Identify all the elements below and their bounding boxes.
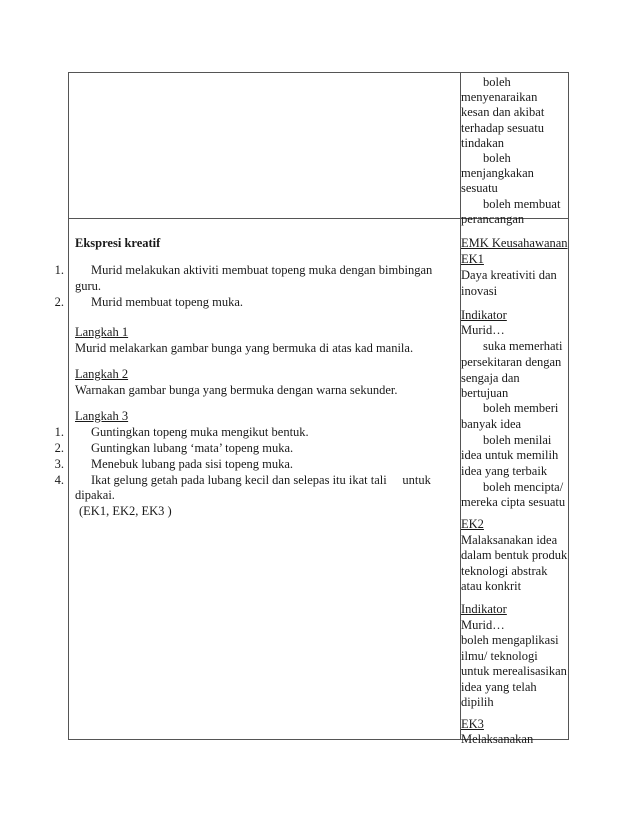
item-text-cont: guru.: [75, 279, 102, 293]
ek3-label: EK3: [461, 717, 484, 731]
emk-title: EMK Keusahawanan: [461, 236, 568, 250]
indicator-line: suka memerhati: [483, 339, 563, 353]
list-line: boleh membuat: [483, 196, 561, 211]
indicator-line: ilmu/ teknologi: [461, 649, 538, 663]
step-title: Langkah 1: [75, 325, 129, 339]
indicator-line: untuk merealisasikan: [461, 664, 567, 678]
step-text: Warnakan gambar bunga yang bermuka dengan warna sekunder.: [75, 383, 398, 397]
list-line: kesan dan akibat: [461, 105, 545, 120]
ek2-line: teknologi abstrak: [461, 564, 548, 578]
ek2-line: Malaksanakan idea: [461, 533, 558, 547]
ek1-line: Daya kreativiti dan: [461, 268, 557, 282]
item-text: Guntingkan lubang ‘mata’ topeng muka.: [91, 441, 294, 455]
list-line: menjangkakan: [461, 166, 534, 181]
item-number: 1.: [54, 263, 64, 277]
indicator-line: idea yang terbaik: [461, 464, 548, 478]
indicator-line: boleh mengaplikasi: [461, 633, 559, 647]
item-number: 3.: [54, 457, 64, 471]
ek1-line: inovasi: [461, 284, 498, 298]
ek1-label: EK1: [461, 252, 484, 266]
item-number: 2.: [54, 441, 64, 455]
indicator-line: boleh memberi: [483, 401, 559, 415]
list-line: terhadap sesuatu: [461, 120, 544, 135]
ek2-label: EK2: [461, 517, 484, 531]
indicator-line: Murid…: [461, 323, 505, 337]
ek2-line: dalam bentuk produk: [461, 548, 568, 562]
indicator-line: sengaja dan: [461, 371, 520, 385]
indicator-line: boleh menilai: [483, 433, 552, 447]
indicator-line: dipilih: [461, 695, 494, 709]
item-number: 1.: [54, 425, 64, 439]
list-line: menyenaraikan: [461, 90, 538, 105]
item-text: Murid melakukan aktiviti membuat topeng muka dengan bimbingan: [91, 263, 433, 277]
indicator-label: Indikator: [461, 308, 507, 322]
indicator-line: boleh mencipta/: [483, 480, 564, 494]
list-line: sesuatu: [461, 181, 498, 196]
item-text: Menebuk lubang pada sisi topeng muka.: [91, 457, 294, 471]
step-title: Langkah 3: [75, 409, 129, 423]
indicator-label: Indikator: [461, 602, 507, 616]
item-text: Ikat gelung getah pada lubang kecil dan selepas itu ikat tali untuk: [91, 473, 431, 487]
indicator-line: idea untuk memilih: [461, 448, 559, 462]
ek2-line: atau konkrit: [461, 579, 522, 593]
item-number: 4.: [54, 473, 64, 487]
ek3-line: Melaksanakan: [461, 732, 534, 746]
indicator-line: banyak idea: [461, 417, 522, 431]
list-line: tindakan: [461, 135, 505, 150]
indicator-line: idea yang telah: [461, 680, 537, 694]
activity-heading: Ekspresi kreatif: [75, 236, 161, 250]
item-text-cont: dipakai.: [75, 488, 115, 502]
list-line: boleh: [483, 75, 511, 89]
item-text: Murid membuat topeng muka.: [91, 295, 244, 309]
list-line: boleh: [483, 151, 511, 165]
indicator-line: mereka cipta sesuatu: [461, 495, 566, 509]
step-text: Murid melakarkan gambar bunga yang bermuka di atas kad manila.: [75, 341, 414, 355]
item-number: 2.: [54, 295, 64, 309]
indicator-line: Murid…: [461, 618, 505, 632]
indicator-line: bertujuan: [461, 386, 509, 400]
list-line: perancangan: [461, 211, 525, 226]
step-title: Langkah 2: [75, 367, 129, 381]
ek-codes: (EK1, EK2, EK3 ): [79, 504, 172, 518]
item-text: Guntingkan topeng muka mengikut bentuk.: [91, 425, 309, 439]
indicator-line: persekitaran dengan: [461, 355, 562, 369]
